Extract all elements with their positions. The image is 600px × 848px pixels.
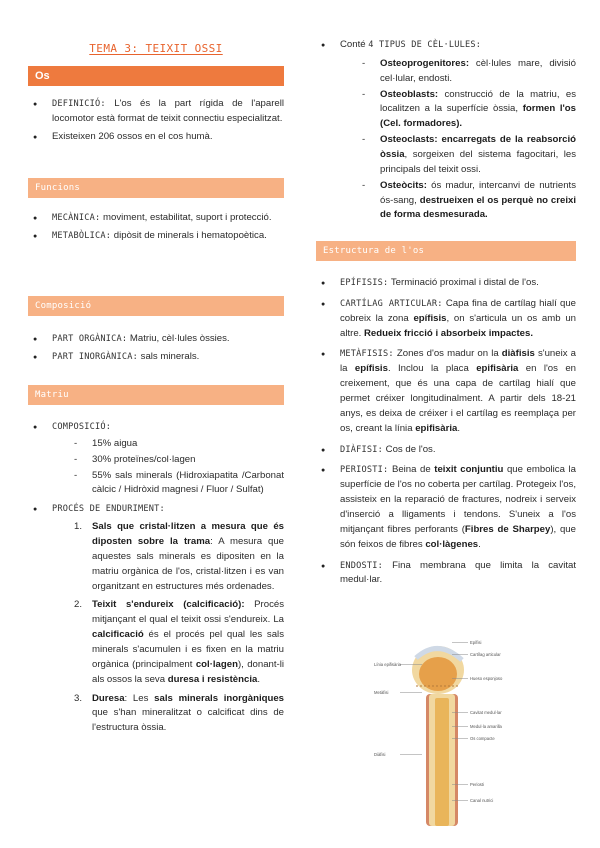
figure-label-left: Diàfisi	[374, 752, 386, 757]
proces-step	[52, 598, 284, 687]
proces-term: PROCÉS DE ENDURIMENT:	[52, 504, 165, 515]
step-bold: sals minerals inorgàniques	[154, 692, 285, 704]
estructura-item	[316, 559, 576, 589]
os-item	[28, 130, 284, 145]
proces-step	[52, 692, 284, 737]
estructura-term: METÀFISIS:	[340, 349, 394, 360]
funcions-section	[28, 211, 284, 247]
estructura-text: .	[478, 538, 481, 550]
estructura-text: Beina de	[388, 464, 435, 476]
step-text: : Les	[124, 692, 155, 704]
cell-type-name: Osteoblasts:	[380, 88, 439, 100]
estructura-bold: col·làgenes	[425, 538, 479, 550]
step-number: 1.	[74, 521, 83, 533]
step-text: .	[257, 673, 260, 685]
figure-label-right: Cavitat medul·lar	[470, 710, 502, 715]
composicio-component: - 15% aigua	[52, 437, 284, 452]
estructura-term: EPÍFISIS:	[340, 278, 389, 288]
cell-type-bold: destrueixen el os perquè no creixi de forma desmesurada.	[380, 194, 577, 221]
composicio-term: PART INORGÀNICA:	[52, 351, 138, 362]
figure-label-right: Canal nutrici	[470, 798, 494, 803]
step-bold: col·lagen	[195, 658, 238, 670]
estructura-term: PERIOSTI:	[340, 465, 389, 476]
estructura-text: en l'os en creixement, que és una capa de cartílag hialí que permet créixer longitudinalment. A partir dels 18-21 anys, es deixa de créixer i el cartílag es reemplaça per os, creant la línia	[340, 363, 576, 434]
figure-label-right: Os compacte	[470, 736, 495, 741]
os-text: Existeixen 206 ossos en el cos humà.	[52, 130, 213, 142]
cells-intro-text: Conté	[340, 39, 369, 50]
step-text: : A mesura que aquestes sals minerals es dipositen en la matriu orgànica de l'os, cristal·litzen i es van organitzant en estructures més ordenades.	[92, 536, 284, 592]
cell-type	[340, 133, 576, 178]
estructura-item	[316, 276, 576, 291]
step-bold: Sals que cristal·litzen a mesura que és diposten sobre la trama	[92, 521, 284, 548]
estructura-section	[316, 276, 576, 591]
estructura-term: CARTÍLAG ARTICULAR:	[340, 298, 443, 309]
composicio-component: - 55% sals minerals (Hidroxiapatita /Carbonat càlcic / Hidròxid magnesi / Fluor / Sulfat)	[52, 469, 284, 499]
bone-illustration	[372, 636, 512, 834]
estructura-text: Terminació proximal i distal de l'os.	[388, 277, 539, 288]
figure-label-right: Hueso esponjoso	[470, 676, 503, 681]
funcio-term: METABÒLICA:	[52, 230, 112, 241]
figure-label-right: Medul·la amarilla	[470, 724, 502, 729]
composicio-text: sals minerals.	[137, 350, 200, 362]
step-text: ), donant-li als ossos la seva	[92, 658, 284, 685]
matriu-proces	[28, 502, 284, 736]
cells-section	[316, 38, 576, 226]
funcio-text: moviment, estabilitat, suport i protecció.	[100, 212, 272, 223]
step-number: 2.	[74, 599, 83, 611]
cell-type-bold: formen l'os (Cel. formadores).	[380, 103, 577, 130]
step-number: 3.	[74, 692, 83, 704]
estructura-text: s'uneix a la	[340, 348, 576, 375]
matriu-composicio	[28, 420, 284, 498]
section-header-matriu: Matriu	[28, 385, 284, 405]
cell-type-name: Osteòcits:	[380, 179, 427, 191]
estructura-bold: epifisària	[415, 422, 458, 434]
step-bold: Duresa	[92, 692, 125, 704]
estructura-term: DIÀFISI:	[340, 444, 383, 455]
composicio-term: PART ORGÀNICA:	[52, 334, 128, 344]
cell-type-text: cèl·lules mare, divisió cel·lular, endosti.	[380, 57, 576, 84]
bone-anatomy-figure	[372, 636, 512, 834]
cells-intro	[316, 38, 576, 223]
estructura-bold: Redueix fricció i absorbeix impactes.	[364, 327, 534, 339]
step-text: que s'han mineralitzat o calcificat dins de l'estructura òssia.	[92, 707, 284, 734]
section-header-estructura: Estructura de l'os	[316, 241, 576, 261]
matriu-section	[28, 420, 284, 740]
composicio-component: - 30% proteïnes/col·lagen	[52, 453, 284, 468]
estructura-term: ENDOSTI:	[340, 560, 383, 571]
figure-label-left: Metàfisi	[374, 690, 389, 695]
step-bold: Teixit s'endureix (calcificació):	[92, 599, 245, 611]
funcio-item	[28, 229, 284, 244]
estructura-bold: epífisis	[354, 363, 388, 375]
figure-label-left: Línia epifisària	[374, 662, 402, 667]
estructura-item	[316, 443, 576, 458]
estructura-bold: diàfisis	[501, 348, 535, 360]
step-bold: calcificació	[92, 629, 144, 641]
estructura-item	[316, 463, 576, 552]
composicio-term: COMPOSICIÓ:	[52, 422, 112, 432]
cell-type-text: ós madur, intercanvi de nutrients ós-sang,	[380, 179, 576, 206]
cell-type-text: construcció de la matriu, es localitzen a la superfície òssia,	[380, 88, 576, 115]
estructura-text: .	[457, 422, 461, 434]
step-bold: duresa i resistència	[167, 673, 258, 685]
composicio-text: Matriu, cèl·lules òssies.	[127, 333, 230, 344]
cell-type	[340, 179, 576, 224]
funcio-item	[28, 211, 284, 226]
section-header-composicio: Composició	[28, 296, 284, 316]
composicio-item	[28, 332, 284, 347]
page-title: TEMA 3: TEIXIT OSSI	[89, 42, 223, 55]
estructura-text: Zones d'os madur on la	[393, 348, 502, 360]
figure-label-right: Epífisi	[470, 640, 482, 645]
estructura-text: . Inclou la placa	[387, 363, 477, 375]
cell-type-text: , sorgeixen del sistema fagocitari, les principals del teixit ossi.	[380, 149, 576, 175]
section-header-funcions: Funcions	[28, 178, 284, 198]
os-text: L'os és la part rígida de l'aparell locomotor està format de teixit connectiu especialitzat.	[52, 98, 284, 124]
funcio-term: MECÀNICA:	[52, 213, 101, 223]
os-section	[28, 97, 284, 148]
estructura-item	[316, 297, 576, 342]
cells-intro-term: 4 TIPUS DE CÈL·LULES:	[368, 40, 482, 50]
cell-type-name: Osteoprogenitores:	[380, 57, 470, 69]
composicio-section	[28, 332, 284, 368]
estructura-bold: Fibres de Sharpey	[464, 523, 551, 535]
estructura-text: ), que són feixos de fibres	[340, 523, 576, 550]
cell-type	[340, 57, 576, 87]
section-header-os: Os	[28, 66, 284, 86]
estructura-text: Cos de l'os.	[383, 443, 436, 455]
estructura-item	[316, 347, 576, 436]
figure-label-right: Cartílag articular	[470, 652, 501, 657]
medullary-cavity-shape	[435, 698, 449, 826]
estructura-text: Fina membrana que limita la cavitat medul·lar.	[340, 559, 576, 586]
step-text: és el procés pel qual les sals minerals s'acumulen i es fixen en la matriu orgànica (principalment	[92, 629, 284, 670]
estructura-text: Capa fina de cartílag hialí que cobreix la zona	[340, 297, 576, 324]
proces-step	[52, 520, 284, 594]
figure-label-right: Periosti	[470, 782, 484, 787]
os-term: DEFINICIÓ:	[52, 99, 106, 109]
cell-type-name: Osteoclasts: encarregats de la reabsorció òssia	[380, 134, 576, 161]
os-item	[28, 97, 284, 127]
estructura-bold: epífisis	[413, 312, 447, 324]
step-text: Procés mitjançant el qual el teixit ossi s'endureix. La	[92, 599, 284, 626]
estructura-text: , on s'articula un os amb un altre.	[340, 312, 576, 339]
estructura-bold: epifisària	[476, 363, 519, 375]
estructura-text: que embolica la superfície de l'os no coberta per cartílag. Protegeix l'os, assisteix en la reparació de fractures, nodreix i serveix d'inserció a lligaments i tendons. S'uneix a l'os mitjançant fibres perforants (	[340, 464, 576, 535]
estructura-bold: teixit conjuntiu	[434, 464, 504, 476]
composicio-item	[28, 350, 284, 365]
cell-type	[340, 88, 576, 133]
funcio-text: dipòsit de minerals i hematopoètica.	[111, 229, 267, 241]
